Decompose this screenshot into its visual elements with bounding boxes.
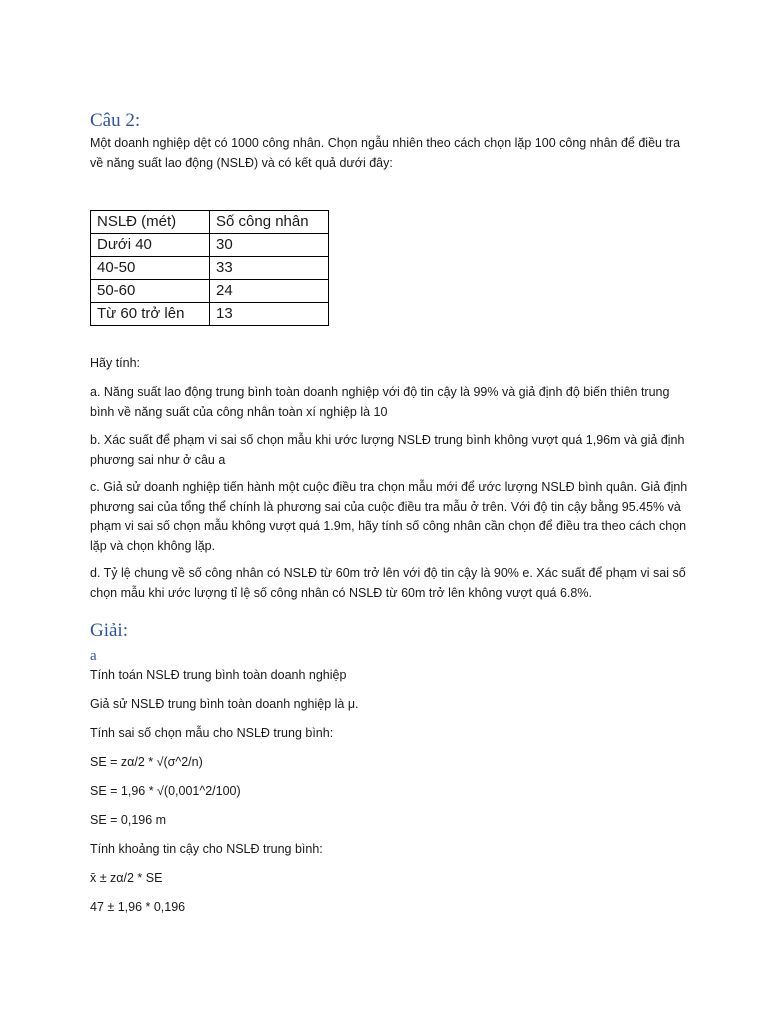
question-prompt: Hãy tính:	[90, 356, 141, 370]
table-cell: 33	[210, 257, 329, 280]
table-header-row	[91, 211, 329, 234]
productivity-table	[90, 210, 329, 326]
solution-line: Tính toán NSLĐ trung bình toàn doanh nghiệp	[90, 668, 347, 682]
solution-line: Tính khoảng tin cậy cho NSLĐ trung bình:	[90, 842, 323, 856]
solution-line: 47 ± 1,96 * 0,196	[90, 900, 186, 914]
solution-line: Giả sử NSLĐ trung bình toàn doanh nghiệp là μ.	[90, 697, 359, 711]
table-cell: 50-60	[91, 280, 210, 303]
solution-line: SE = zα/2 * √(σ^2/n)	[90, 755, 203, 769]
solution-subheading: a	[90, 648, 97, 664]
table-row	[91, 303, 329, 326]
table-row	[91, 234, 329, 257]
solution-heading: Giải:	[90, 620, 128, 641]
question-item-c: c. Giả sử doanh nghiệp tiến hành một cuộc điều tra chọn mẫu mới để ước lượng NSLĐ bình quân. Giả định phương sai của tổng thể chính là phương sai của cuộc điều tra mẫu ở trên. Với độ tin cậy bằng 95.45% và phạm vi sai số chọn mẫu không vượt quá 1.9m, hãy tính số công nhân cần chọn để điều tra theo cách chọn lặp và chọn không lặp.	[90, 480, 688, 553]
table-cell: 30	[210, 234, 329, 257]
question-item-b: b. Xác suất để phạm vi sai số chọn mẫu khi ước lượng NSLĐ trung bình không vượt quá 1,96m và giả định phương sai như ở câu a	[90, 433, 685, 467]
table-cell: Từ 60 trở lên	[91, 303, 210, 326]
question-heading: Câu 2:	[90, 110, 141, 131]
table-cell: Dưới 40	[91, 234, 210, 257]
table-header-cell: Số công nhân	[210, 211, 329, 234]
question-item-d: d. Tỷ lệ chung về số công nhân có NSLĐ từ 60m trở lên với độ tin cậy là 90% e. Xác suất để phạm vi sai số chọn mẫu khi ước lượng tỉ lệ số công nhân có NSLĐ từ 60m trở lên không vượt quá 6.8%.	[90, 566, 686, 600]
solution-line: x̄ ± zα/2 * SE	[90, 871, 163, 885]
solution-line: SE = 1,96 * √(0,001^2/100)	[90, 784, 241, 798]
table-cell: 13	[210, 303, 329, 326]
table-header-cell: NSLĐ (mét)	[91, 211, 210, 234]
question-item-a: a. Năng suất lao động trung bình toàn doanh nghiệp với độ tin cậy là 99% và giả định độ biến thiên trung bình về năng suất của công nhân toàn xí nghiệp là 10	[90, 385, 670, 419]
table-row	[91, 257, 329, 280]
solution-line: Tính sai số chọn mẫu cho NSLĐ trung bình:	[90, 726, 334, 740]
table-cell: 40-50	[91, 257, 210, 280]
question-intro: Một doanh nghiệp dệt có 1000 công nhân. Chọn ngẫu nhiên theo cách chọn lặp 100 công nhân để điều tra về năng suất lao động (NSLĐ) và có kết quả dưới đây:	[90, 136, 681, 170]
solution-line: SE = 0,196 m	[90, 813, 167, 827]
table-row	[91, 280, 329, 303]
table-cell: 24	[210, 280, 329, 303]
